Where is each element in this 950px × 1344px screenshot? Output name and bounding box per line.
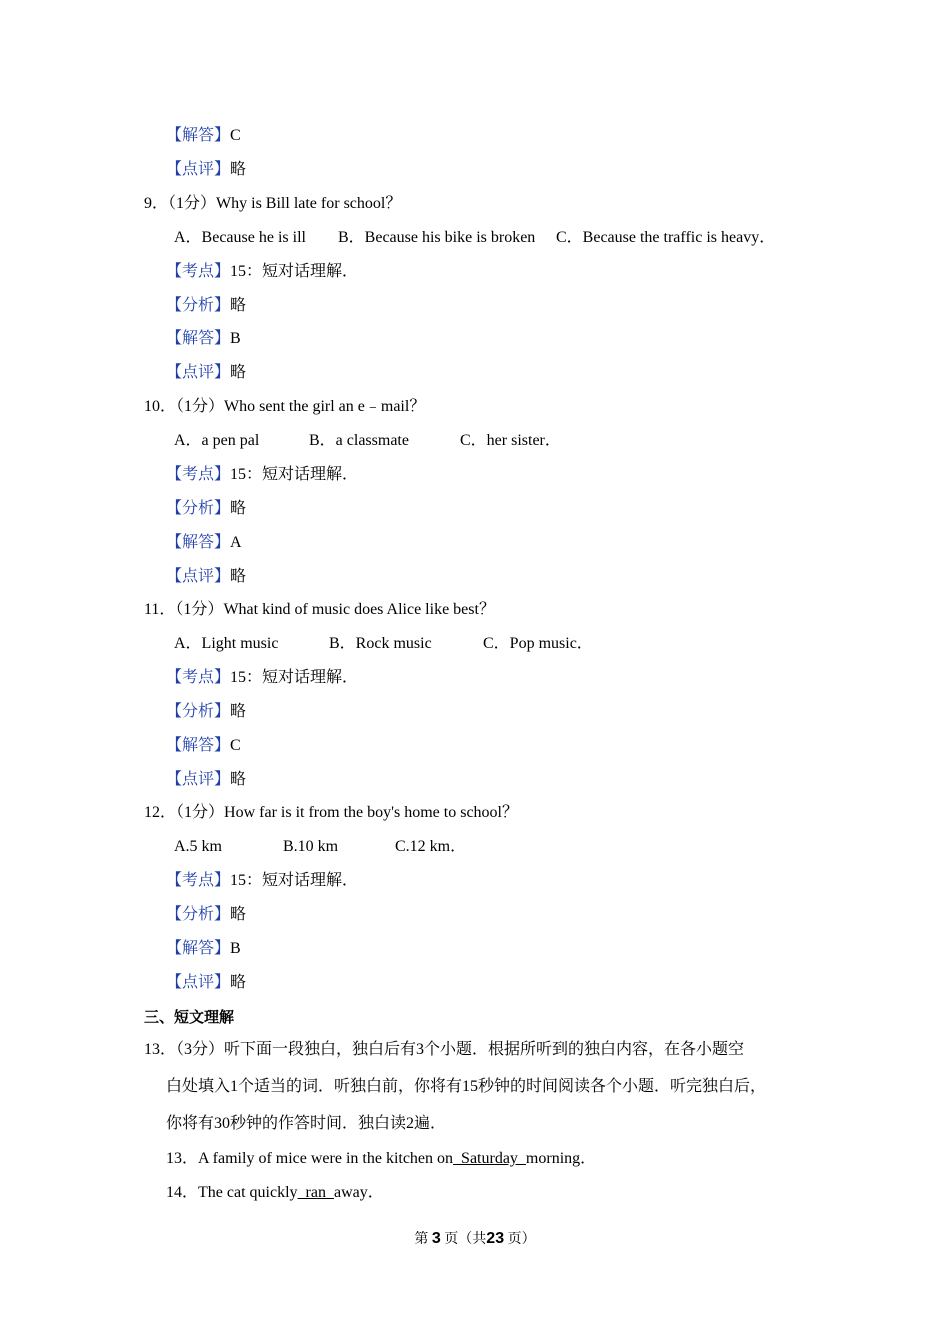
answer-row <box>166 329 241 349</box>
question-10 <box>144 397 425 417</box>
comment-tag: 【点评】 <box>166 974 231 991</box>
answer-value: C <box>230 127 241 144</box>
kaodian-tag: 【考点】 <box>166 263 231 280</box>
fenxi-value: 略 <box>230 703 247 720</box>
answer-row <box>166 126 241 146</box>
comment-tag: 【点评】 <box>166 364 231 381</box>
fill-blank-answer: ran <box>297 1184 334 1201</box>
comment-row <box>166 973 246 993</box>
option-a: A.5 km <box>174 838 222 855</box>
answer-value: C <box>230 737 241 754</box>
answer-tag: 【解答】 <box>166 940 231 957</box>
fenxi-row <box>166 905 246 925</box>
comment-row <box>166 770 246 790</box>
comment-row <box>166 363 246 383</box>
question-score: （1分） <box>175 601 224 618</box>
kaodian-tag: 【考点】 <box>166 466 231 483</box>
answer-value: B <box>230 940 241 957</box>
answer-tag: 【解答】 <box>166 534 231 551</box>
question-number: 9． <box>144 195 169 212</box>
question-text: How far is it from the boy's home to school？ <box>224 804 518 821</box>
footer-prefix: 第 <box>414 1232 429 1247</box>
answer-value: B <box>230 330 241 347</box>
question-text: Why is Bill late for school？ <box>216 195 402 212</box>
footer-suffix: 页） <box>507 1232 536 1247</box>
question-number: 11． <box>144 601 176 618</box>
kaodian-row <box>166 668 358 688</box>
fenxi-tag: 【分析】 <box>166 500 231 517</box>
kaodian-row <box>166 262 358 282</box>
option-c: C．her sister． <box>460 432 561 449</box>
comment-value: 略 <box>230 161 247 178</box>
sub-question-suffix: away． <box>333 1184 384 1201</box>
comment-row <box>166 160 246 180</box>
total-page-number: 23 <box>486 1230 505 1247</box>
option-b: B．Because his bike is broken <box>338 229 536 246</box>
sub-question-prefix: 14．The cat quickly <box>166 1184 298 1201</box>
comment-value: 略 <box>230 974 247 991</box>
kaodian-row <box>166 871 358 891</box>
kaodian-value: 15：短对话理解． <box>230 872 359 889</box>
answer-tag: 【解答】 <box>166 737 231 754</box>
option-b: B.10 km <box>283 838 339 855</box>
question-text: Who sent the girl an e﹣mail？ <box>224 398 426 415</box>
option-c: C.12 km． <box>395 838 467 855</box>
page-footer <box>0 1229 950 1250</box>
fenxi-tag: 【分析】 <box>166 703 231 720</box>
kaodian-value: 15：短对话理解． <box>230 669 359 686</box>
answer-row <box>166 939 241 959</box>
option-c: C．Because the traffic is heavy． <box>556 229 776 246</box>
question-text: What kind of music does Alice like best？ <box>223 601 495 618</box>
fenxi-tag: 【分析】 <box>166 297 231 314</box>
fenxi-row <box>166 702 246 722</box>
question-13 <box>144 1040 744 1060</box>
fenxi-value: 略 <box>230 297 247 314</box>
kaodian-value: 15：短对话理解． <box>230 263 359 280</box>
option-b: B．a classmate <box>309 432 409 449</box>
comment-value: 略 <box>230 771 247 788</box>
comment-value: 略 <box>230 364 247 381</box>
fenxi-value: 略 <box>230 500 247 517</box>
fill-blank-answer: Saturday <box>453 1150 526 1167</box>
question-score: （3分） <box>176 1041 225 1058</box>
footer-mid: 页（共 <box>444 1232 487 1247</box>
fenxi-value: 略 <box>230 906 247 923</box>
kaodian-tag: 【考点】 <box>166 872 231 889</box>
comment-tag: 【点评】 <box>166 568 231 585</box>
sub-question-14 <box>166 1183 384 1203</box>
section-title: 三、短文理解 <box>144 1008 235 1026</box>
question-score: （1分） <box>176 398 225 415</box>
sub-question-13 <box>166 1149 596 1169</box>
question-text-continued: 白处填入1个适当的词．听独白前，你将有15秒钟的时间阅读各个小题．听完独白后， <box>166 1078 767 1095</box>
option-a: A．Light music <box>174 635 279 652</box>
answer-row <box>166 533 242 553</box>
comment-tag: 【点评】 <box>166 771 231 788</box>
kaodian-value: 15：短对话理解． <box>230 466 359 483</box>
question-score: （1分） <box>168 195 217 212</box>
sub-question-suffix: morning． <box>525 1150 597 1167</box>
fenxi-row <box>166 296 246 316</box>
answer-tag: 【解答】 <box>166 127 231 144</box>
question-number: 12． <box>144 804 177 821</box>
fenxi-tag: 【分析】 <box>166 906 231 923</box>
answer-row <box>166 736 241 756</box>
fenxi-row <box>166 499 246 519</box>
question-score: （1分） <box>176 804 225 821</box>
answer-tag: 【解答】 <box>166 330 231 347</box>
question-text: 听下面一段独白，独白后有3个小题．根据所听到的独白内容，在各小题空 <box>224 1041 745 1058</box>
kaodian-row <box>166 465 358 485</box>
question-9 <box>144 194 401 214</box>
comment-row <box>166 567 246 587</box>
kaodian-tag: 【考点】 <box>166 669 231 686</box>
option-b: B．Rock music <box>329 635 432 652</box>
question-12 <box>144 803 518 823</box>
question-number: 13． <box>144 1041 177 1058</box>
answer-value: A <box>230 534 242 551</box>
option-a: A．Because he is ill <box>174 229 306 246</box>
comment-tag: 【点评】 <box>166 161 231 178</box>
question-number: 10． <box>144 398 177 415</box>
question-text-continued: 你将有30秒钟的作答时间．独白读2遍． <box>166 1115 447 1132</box>
comment-value: 略 <box>230 568 247 585</box>
option-c: C．Pop music． <box>483 635 593 652</box>
question-11 <box>144 600 495 620</box>
current-page-number: 3 <box>431 1230 441 1247</box>
sub-question-prefix: 13．A family of mice were in the kitchen on <box>166 1150 454 1167</box>
option-a: A．a pen pal <box>174 432 260 449</box>
